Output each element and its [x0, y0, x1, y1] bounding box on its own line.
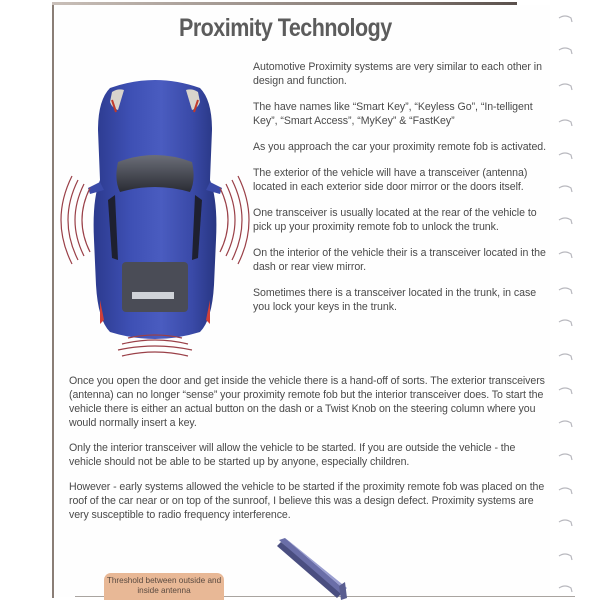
paragraph-trunk: Sometimes there is a transceiver located in the trunk, in case you lock your keys in the trunk. — [253, 287, 537, 313]
paragraph-approach: As you approach the car your proximity remote fob is activated. — [253, 141, 547, 153]
paragraph-rear: One transceiver is usually located at the rear of the vehicle to pick up your proximity remote fob to unlock the trunk. — [253, 207, 537, 233]
page-left-edge — [52, 2, 54, 598]
page-title: Proximity Technology — [179, 14, 392, 42]
right-column-text — [253, 60, 553, 326]
paragraph-start: Only the interior transceiver will allow the vehicle to be started. If you are outside the vehicle - the vehicle should not be able to be started up by anyone, especially children. — [69, 442, 516, 468]
full-width-text — [69, 374, 549, 533]
page-top-edge — [52, 2, 517, 5]
binder-holes — [555, 0, 585, 600]
antenna-icon — [275, 538, 365, 600]
antenna-illustration — [275, 538, 365, 600]
paragraph-names: The have names like “Smart Key”, “Keyless Go”, “In-telligent Key”, “Smart Access”, “MyKey” & “FastKey” — [253, 101, 533, 127]
paragraph-interior: On the interior of the vehicle their is a transceiver located in the dash or rear view mirror. — [253, 247, 546, 273]
paragraph-early-systems: However - early systems allowed the vehicle to be started if the proximity remote fob was placed on the roof of the car near or on top of the sunroof, I believe this was a design defect. Proximity systems are very susceptible to radio frequency interference. — [69, 481, 545, 521]
paragraph-handoff: Once you open the door and get inside the vehicle there is a hand-off of sorts. The exterior transceivers (antenna) can no longer “sense” your proximity remote fob but the interior transceiver does. To start the vehicle there is either an actual button on the dash or a Twist Knob on the steering column where you would normally insert a key. — [69, 375, 545, 429]
binder-hole-icons — [555, 0, 585, 600]
paragraph-intro: Automotive Proximity systems are very similar to each other in design and function. — [253, 61, 542, 87]
car-illustration — [60, 70, 250, 360]
car-top-view-icon — [60, 70, 250, 360]
paragraph-exterior: The exterior of the vehicle will have a transceiver (antenna) located in each exterior side door mirror or the doors itself. — [253, 167, 528, 193]
callout-threshold-label: Threshold between outside and inside antenna — [104, 573, 224, 600]
